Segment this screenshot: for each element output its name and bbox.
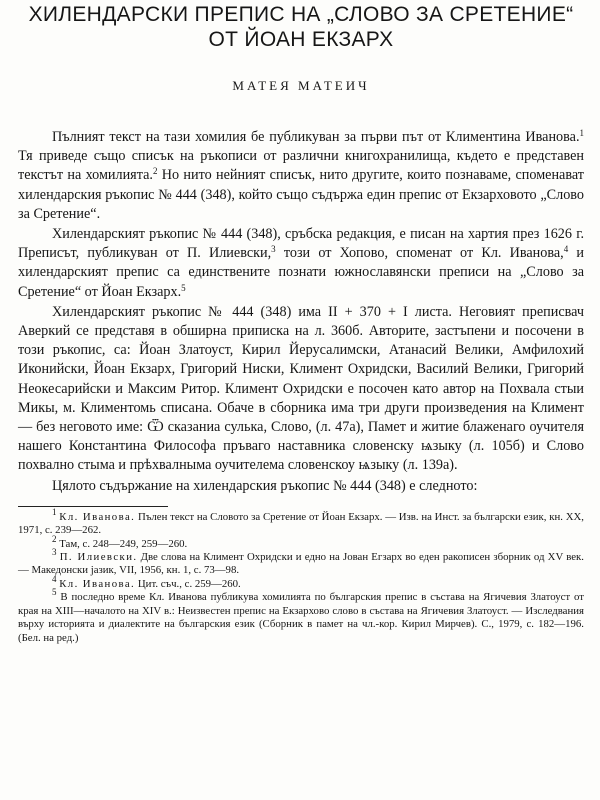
footnote-number: 4 [52,573,57,584]
paragraph-1-text-a: Пълният текст на тази хомилия бе публикуван за първи път от Климентина Иванова. [52,129,580,145]
footnote-text: Пълен текст на Словото за Сретение от Йоан Екзарх. — Изв. на Инст. за български език, кн. XX, 1971, с. 239—262. [18,510,584,537]
footnote-author: П. Илиевски. [59,551,138,564]
paragraph-1-text-b: Тя приведе също списък на ръкописи от различни книгохранилища, където е представен текстът на хомилията. [18,148,584,184]
footnote-4 [18,573,584,591]
footnote-author: Кл. Иванова. [59,577,136,590]
footnote-number: 5 [52,587,57,598]
footnote-number: 3 [52,547,57,558]
footnote-divider [18,506,168,507]
footnote-text: В последно време Кл. Иванова публикува хомилията по българския препис в състава на Ягичевия Златоуст от края на XIII—началото на XIV в.: Неизвестен препис на Екзархово слово в състава на Ягичевия Златоуст. — Изследвания върху историята и диалектите на българския език (Сборник в памет на чл.-кор. Кирил Мирчев). С., 1979, с. 182—196. (Бел. на ред.) [18,591,585,644]
paragraph-1-text-c: Но нито нейният списък, нито другите, които познаваме, споменават хилендарския ръкопис № 444 (348), който също съдържа един препис от Екзарховото „Слово за Сретение“. [18,167,585,222]
footnote-3 [18,547,584,578]
footnotes [18,506,585,645]
paragraph-3: Хилендарският ръкопис № 444 (348) има II + 370 + I листа. Неговият преписвач Аверкий се представя в обширна приписка на л. 360б. Авторите, застъпени и посочени в този ръкопис, са: Йоан Златоуст, Кирил Йерусалимски, Атанасий Велики, Амфилохий Иконийски, Йоан Екзарх, Григорий Ниски, Климент Охридски, Василий Велики, Григорий Неокесарийски и Максим Ритор. Климент Охридски е посочен като автор на Похвала стыи Микы, м. Климентомь списана. Обаче в сборника има три други произведения на Климент — без неговото име: Ѿ сказаниа сулька, Слово, (л. 47а), Памет и житие блаженаго оучителя нашего Константина Философа пръваго наставника словенску ѩзыку (л. 105б) и Слово похвално стыма и прѣхвалныма оучителема словенскоу ѩзыку (л. 139а). [18,303,584,474]
paragraph-2-text-b: този от Хопово, споменат от Кл. Иванова, [275,245,564,262]
footnote-ref-1[interactable]: 1 [579,128,584,138]
footnote-text: Там, с. 248—249, 259—260. [59,537,188,550]
footnote-author: Кл. Иванова. [59,510,136,523]
footnote-ref-3[interactable]: 3 [271,244,276,255]
paragraph-2-text-c: и хилендарският препис са единствените познати южнославянски преписи на „Слово за Сретение“ от Йоан Екзарх. [18,245,585,300]
paragraph-2-text-a: Хилендарският ръкопис № 444 (348), сръбска редакция, е писан на хартия през 1626 г. Преписът, публикуван от П. Илиевски, [18,226,584,262]
footnote-1 [18,506,584,538]
article-body [18,128,584,496]
paragraph-1 [18,128,584,224]
footnote-ref-4[interactable]: 4 [563,244,569,255]
footnote-2 [18,533,584,551]
footnote-ref-5[interactable]: 5 [181,282,186,293]
footnote-number: 1 [52,506,57,517]
footnote-text: Две слова на Климент Охридски и едно на Јован Егзарх во еден ракописен зборник од XV век. — Македонски јазик, VII, 1956, кн. 1, с. 73—98. [18,551,584,577]
paragraph-4: Цялото съдържание на хилендарския ръкопис № 444 (348) е следното: [52,477,478,494]
footnote-text: Цит. съч., с. 259—260. [137,577,241,590]
footnote-number: 2 [52,533,57,544]
author-name: МАТЕЯ МАТЕИЧ [232,78,370,93]
title-line-1: ХИЛЕНДАРСКИ ПРЕПИС НА „СЛОВО ЗА СРЕТЕНИЕ“ [28,3,574,26]
footnote-5 [18,587,585,645]
paragraph-2 [18,225,584,302]
title-line-2: ОТ ЙОАН ЕКЗАРХ [208,28,394,51]
article-page [18,0,584,800]
article-title [18,0,584,52]
footnote-ref-2[interactable]: 2 [152,166,158,177]
